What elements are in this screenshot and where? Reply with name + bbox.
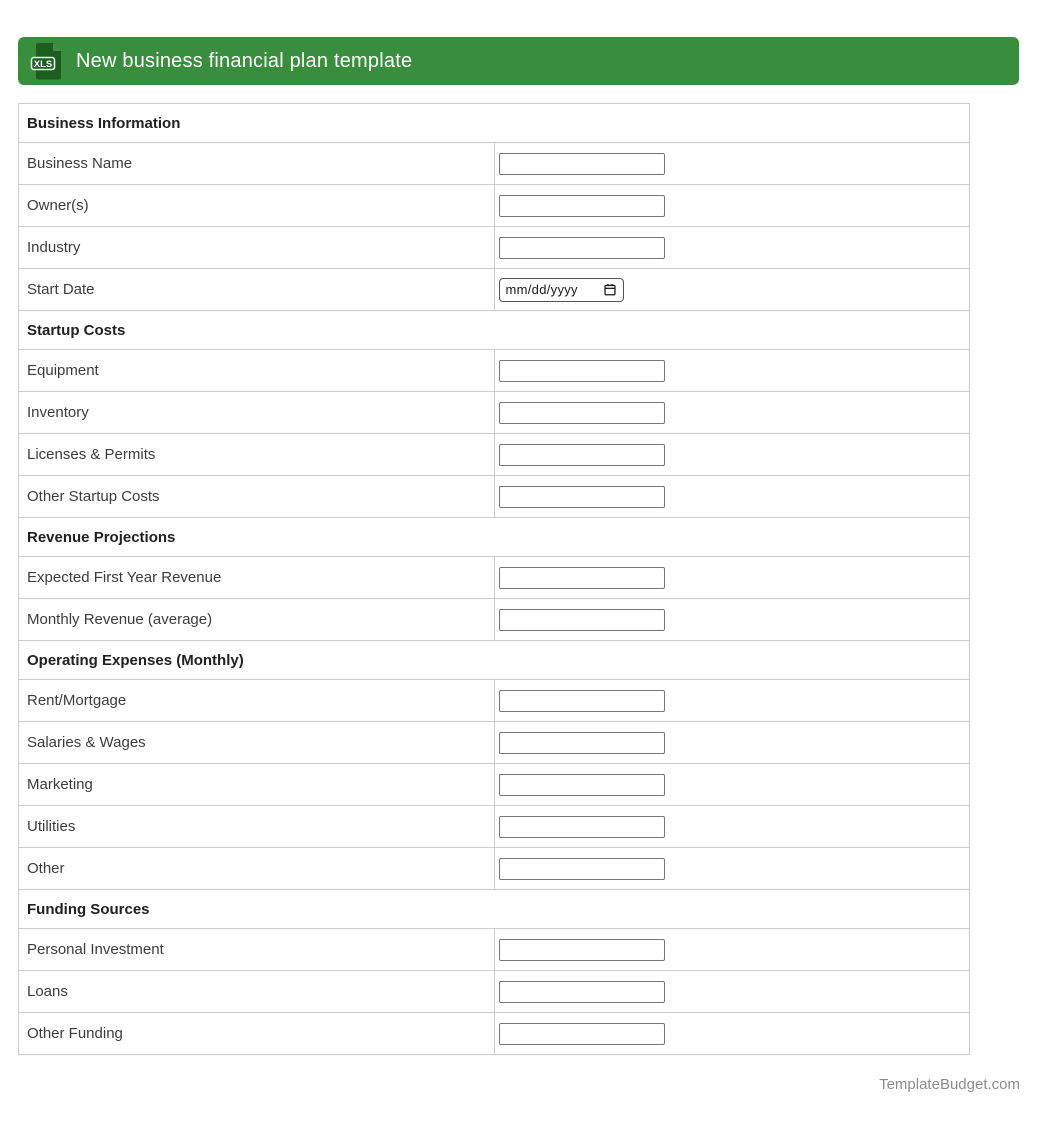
field-row-other: [19, 848, 970, 890]
field-row-personal-investment: [19, 929, 970, 971]
marketing-input[interactable]: [499, 774, 665, 796]
section-title: Operating Expenses (Monthly): [19, 641, 970, 680]
field-label: Start Date: [19, 269, 495, 311]
field-row-monthly-revenue-average: [19, 599, 970, 641]
field-row-licenses-permits: [19, 434, 970, 476]
field-label: Licenses & Permits: [19, 434, 495, 476]
field-input-cell: [494, 269, 970, 311]
start-date-date-input[interactable]: [499, 278, 624, 302]
equipment-input[interactable]: [499, 360, 665, 382]
licenses-permits-input[interactable]: [499, 444, 665, 466]
field-label: Rent/Mortgage: [19, 680, 495, 722]
field-input-cell: [494, 680, 970, 722]
page-title: New business financial plan template: [76, 49, 413, 72]
xls-file-icon: [30, 42, 64, 80]
field-row-other-startup-costs: [19, 476, 970, 518]
field-label: Salaries & Wages: [19, 722, 495, 764]
field-label: Loans: [19, 971, 495, 1013]
svg-text:XLS: XLS: [33, 59, 53, 70]
section-row-revenue-projections: [19, 518, 970, 557]
expected-first-year-revenue-input[interactable]: [499, 567, 665, 589]
field-input-cell: [494, 227, 970, 269]
business-name-input[interactable]: [499, 153, 665, 175]
field-input-cell: [494, 806, 970, 848]
section-row-funding-sources: [19, 890, 970, 929]
loans-input[interactable]: [499, 981, 665, 1003]
field-row-inventory: [19, 392, 970, 434]
field-row-business-name: [19, 143, 970, 185]
section-title: Revenue Projections: [19, 518, 970, 557]
field-input-cell: [494, 185, 970, 227]
field-row-owner-s: [19, 185, 970, 227]
other-funding-input[interactable]: [499, 1023, 665, 1045]
footer-site-name: TemplateBudget.com: [879, 1076, 1020, 1093]
field-input-cell: [494, 848, 970, 890]
field-input-cell: [494, 557, 970, 599]
other-startup-costs-input[interactable]: [499, 486, 665, 508]
field-row-industry: [19, 227, 970, 269]
field-row-expected-first-year-revenue: [19, 557, 970, 599]
field-input-cell: [494, 971, 970, 1013]
header-bar: [18, 37, 1019, 85]
financial-plan-form-table: [18, 103, 970, 1055]
field-input-cell: [494, 1013, 970, 1055]
utilities-input[interactable]: [499, 816, 665, 838]
field-row-salaries-wages: [19, 722, 970, 764]
field-row-loans: [19, 971, 970, 1013]
field-label: Personal Investment: [19, 929, 495, 971]
field-row-rent-mortgage: [19, 680, 970, 722]
salaries-wages-input[interactable]: [499, 732, 665, 754]
field-row-utilities: [19, 806, 970, 848]
inventory-input[interactable]: [499, 402, 665, 424]
date-placeholder: mm/dd/yyyy: [505, 282, 578, 297]
field-input-cell: [494, 476, 970, 518]
field-input-cell: [494, 392, 970, 434]
other-input[interactable]: [499, 858, 665, 880]
field-row-marketing: [19, 764, 970, 806]
field-row-other-funding: [19, 1013, 970, 1055]
field-label: Industry: [19, 227, 495, 269]
field-row-equipment: [19, 350, 970, 392]
field-label: Other: [19, 848, 495, 890]
section-title: Funding Sources: [19, 890, 970, 929]
field-label: Business Name: [19, 143, 495, 185]
field-label: Other Funding: [19, 1013, 495, 1055]
field-input-cell: [494, 434, 970, 476]
field-row-start-date: [19, 269, 970, 311]
section-title: Business Information: [19, 104, 970, 143]
field-input-cell: [494, 350, 970, 392]
field-label: Inventory: [19, 392, 495, 434]
field-input-cell: [494, 143, 970, 185]
field-label: Utilities: [19, 806, 495, 848]
rent-mortgage-input[interactable]: [499, 690, 665, 712]
field-label: Marketing: [19, 764, 495, 806]
owner-s-input[interactable]: [499, 195, 665, 217]
field-input-cell: [494, 722, 970, 764]
field-label: Monthly Revenue (average): [19, 599, 495, 641]
section-title: Startup Costs: [19, 311, 970, 350]
field-input-cell: [494, 764, 970, 806]
calendar-icon[interactable]: [603, 282, 617, 297]
section-row-business-information: [19, 104, 970, 143]
field-input-cell: [494, 929, 970, 971]
field-input-cell: [494, 599, 970, 641]
monthly-revenue-average-input[interactable]: [499, 609, 665, 631]
field-label: Equipment: [19, 350, 495, 392]
personal-investment-input[interactable]: [499, 939, 665, 961]
section-row-startup-costs: [19, 311, 970, 350]
field-label: Other Startup Costs: [19, 476, 495, 518]
field-label: Owner(s): [19, 185, 495, 227]
section-row-operating-expenses-monthly: [19, 641, 970, 680]
field-label: Expected First Year Revenue: [19, 557, 495, 599]
industry-input[interactable]: [499, 237, 665, 259]
